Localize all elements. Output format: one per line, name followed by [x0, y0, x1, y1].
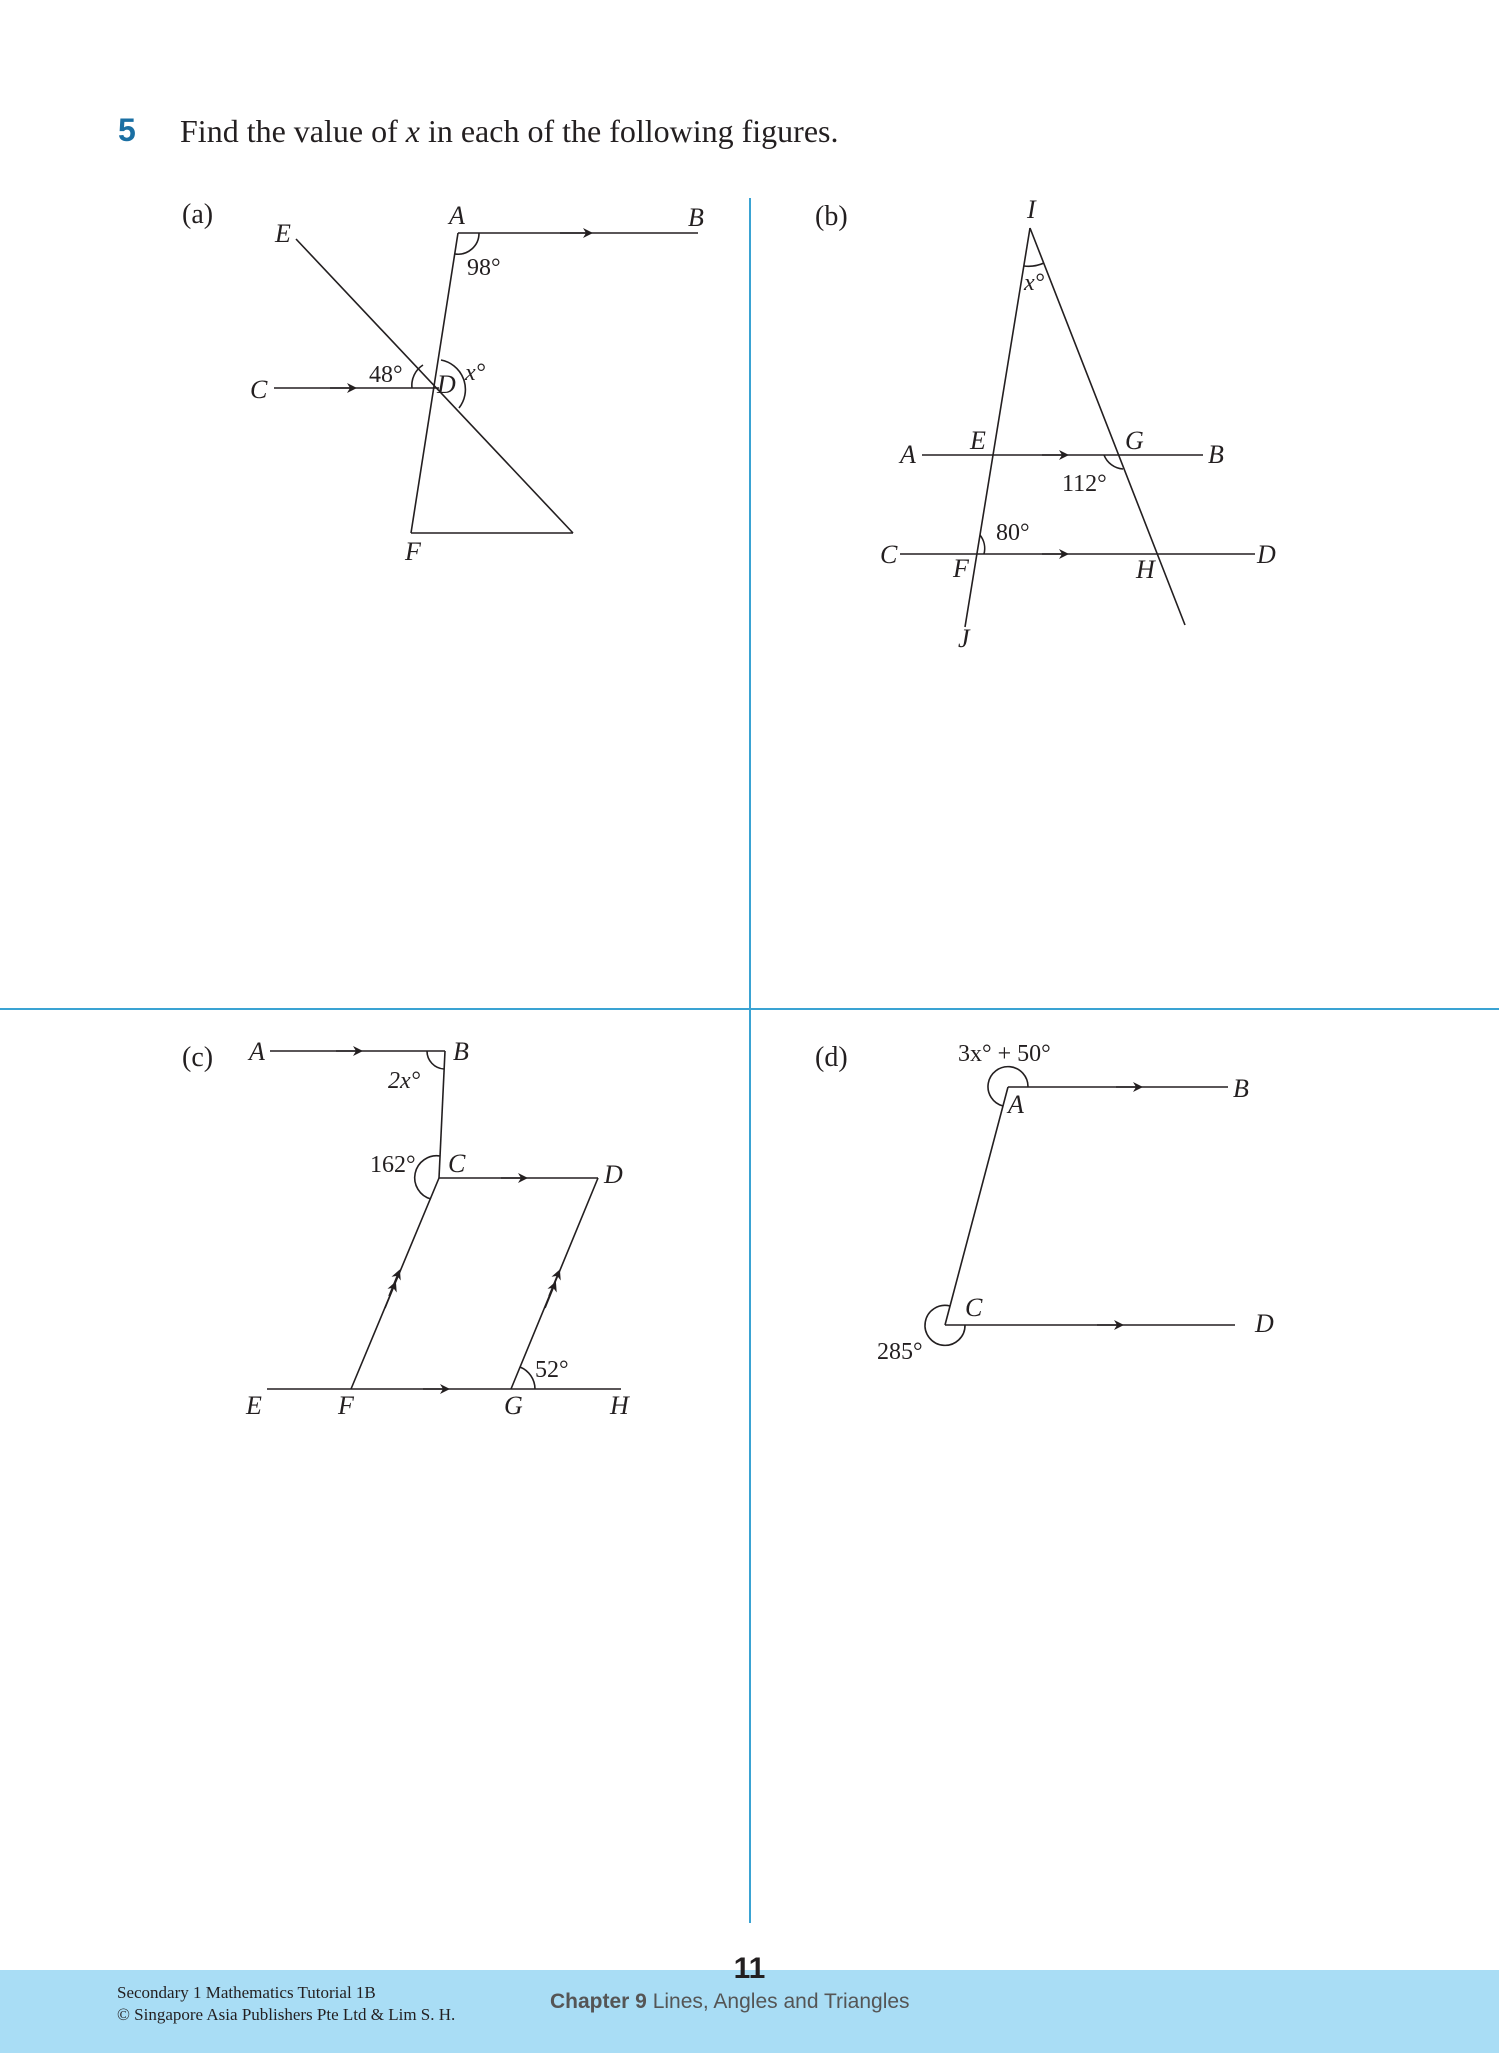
angle-label-2x: 2x°	[388, 1068, 421, 1094]
point-label-c: C	[448, 1149, 466, 1178]
line-e-diagonal	[296, 239, 573, 533]
angle-arc-98	[455, 233, 479, 254]
angle-label-80: 80°	[996, 520, 1030, 546]
parallel-arrow-cf-1	[385, 1286, 394, 1308]
line-cf	[351, 1178, 439, 1389]
point-label-h: H	[1136, 555, 1155, 584]
question-text-before: Find the value of	[180, 113, 406, 149]
angle-label-3x50: 3x° + 50°	[958, 1041, 1051, 1067]
parallel-arrow-dg-1	[545, 1286, 554, 1308]
figure-a-labels	[182, 199, 704, 566]
question-text-after: in each of the following figures.	[419, 113, 839, 149]
book-title: Secondary 1 Mathematics Tutorial 1B	[117, 1983, 376, 2002]
angle-label-285: 285°	[877, 1339, 923, 1365]
chapter-title: Lines, Angles and Triangles	[652, 1990, 910, 2013]
part-label-b: (b)	[815, 201, 848, 232]
line-bc	[439, 1051, 445, 1178]
point-label-d: D	[437, 370, 456, 399]
footer-credits	[117, 1982, 455, 2026]
point-label-f: F	[953, 554, 969, 583]
angle-arc-2x	[427, 1051, 444, 1069]
angle-label-48: 48°	[369, 362, 403, 388]
chapter-label: Chapter 9	[550, 1990, 647, 2013]
point-label-g: G	[1125, 426, 1144, 455]
point-label-h: H	[610, 1391, 629, 1420]
point-label-i: I	[1027, 195, 1036, 224]
line-ac	[945, 1087, 1008, 1325]
point-label-f: F	[405, 537, 421, 566]
point-label-a: A	[900, 440, 916, 469]
angle-label-162: 162°	[370, 1152, 416, 1178]
part-label-c: (c)	[182, 1042, 214, 1073]
chapter-heading	[550, 1990, 910, 2014]
angle-label-98: 98°	[467, 255, 501, 281]
point-label-c: C	[250, 375, 268, 404]
part-label-a: (a)	[182, 199, 214, 230]
point-label-a: A	[249, 1037, 265, 1066]
figure-b-labels	[815, 195, 1276, 653]
point-label-a: A	[1008, 1090, 1024, 1119]
figure-d-labels	[815, 1041, 1274, 1365]
copyright-notice: © Singapore Asia Publishers Pte Ltd & Lim S. H.	[117, 2005, 456, 2024]
angle-arc-80	[980, 535, 985, 554]
angle-label-112: 112°	[1062, 471, 1107, 497]
parallel-arrow-dg-2	[549, 1274, 558, 1296]
angle-arc-162	[415, 1156, 440, 1199]
page-number: 11	[733, 1952, 766, 1985]
point-label-e: E	[275, 219, 291, 248]
point-label-e: E	[246, 1391, 262, 1420]
point-label-d: D	[1257, 540, 1276, 569]
point-label-e: E	[970, 426, 986, 455]
point-label-d: D	[604, 1160, 623, 1189]
point-label-b: B	[1233, 1074, 1249, 1103]
angle-label-x: x°	[465, 360, 486, 386]
point-label-b: B	[453, 1037, 469, 1066]
angle-arc-52	[520, 1367, 535, 1389]
point-label-g: G	[504, 1391, 523, 1420]
point-label-d: D	[1255, 1309, 1274, 1338]
point-label-b: B	[688, 203, 704, 232]
figure-c	[267, 1051, 621, 1389]
angle-arc-x	[1024, 263, 1044, 266]
figure-c-labels	[182, 1037, 630, 1420]
point-label-f: F	[338, 1391, 354, 1420]
question-variable: x	[405, 113, 420, 149]
parallel-arrow-cf-2	[389, 1274, 398, 1296]
point-label-c: C	[965, 1293, 983, 1322]
point-label-j: J	[958, 624, 970, 653]
point-label-b: B	[1208, 440, 1224, 469]
line-ih	[1030, 228, 1185, 625]
part-label-d: (d)	[815, 1042, 848, 1073]
point-label-a: A	[449, 201, 465, 230]
point-label-c: C	[880, 540, 898, 569]
angle-label-52: 52°	[535, 1357, 569, 1383]
angle-label-x: x°	[1024, 270, 1045, 296]
question-number: 5	[118, 112, 136, 148]
